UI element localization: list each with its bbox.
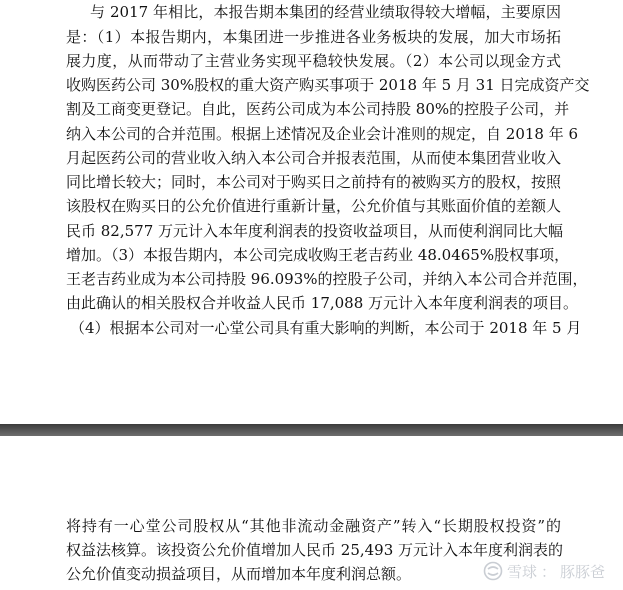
- paragraph-line-13: 由此确认的相关股权合并收益人民币 17,088 万元计入本年度利润表的项目。: [66, 294, 579, 312]
- paragraph-line-14: （4）根据本公司对一心堂公司具有重大影响的判断，本公司于 2018 年 5 月: [70, 319, 582, 337]
- paragraph-line-10: 民币 82,577 万元计入本年度利润表的投资收益项目，从而使利润同比大幅: [66, 222, 564, 240]
- paragraph-line-3: 展力度，从而带动了主营业务实现平稳较快发展。（2）本公司以现金方式: [66, 52, 561, 70]
- watermark-brand: 雪球: [506, 562, 537, 581]
- paragraph-line-1: 与 2017 年相比，本报告期本集团的经营业绩取得较大增幅，主要原因: [90, 3, 561, 21]
- watermark-separator: ：: [540, 562, 556, 581]
- paragraph-line-7: 月起医药公司的营业收入纳入本公司合并报表范围，从而使本集团营业收入: [66, 149, 562, 167]
- snowball-logo-icon: [483, 561, 503, 581]
- paragraph-line-15: 将持有一心堂公司股权从“其他非流动金融资产”转入“长期股权投资”的: [66, 517, 561, 535]
- paragraph-line-4: 收购医药公司 30%股权的重大资产购买事项于 2018 年 5 月 31 日完成资产交: [66, 76, 590, 94]
- paragraph-line-8: 同比增长较大；同时，本公司对于购买日之前持有的被购买方的股权，按照: [66, 173, 562, 191]
- paragraph-line-2: 是：（1）本报告期内，本集团进一步推进各业务板块的发展，加大市场拓: [66, 28, 561, 46]
- xueqiu-watermark: [483, 560, 605, 582]
- paragraph-line-6: 纳入本公司的合并范围。根据上述情况及企业会计准则的规定，自 2018 年 6: [66, 125, 579, 143]
- page-break-separator: [0, 424, 623, 436]
- paragraph-line-12: 王老吉药业成为本公司持股 96.093%的控股子公司，并纳入本公司合并范围，: [66, 270, 588, 288]
- paragraph-line-17: 公允价值变动损益项目，从而增加本年度利润总额。: [66, 565, 412, 583]
- paragraph-line-11: 增加。（3）本报告期内，本公司完成收购王老吉药业 48.0465%股权事项，: [66, 246, 570, 264]
- paragraph-line-9: 该股权在购买日的公允价值进行重新计量，公允价值与其账面价值的差额人: [66, 197, 562, 215]
- paragraph-line-5: 割及工商变更登记。自此，医药公司成为本公司持股 80%的控股子公司，并: [66, 100, 570, 118]
- watermark-author: 豚豚爸: [559, 562, 605, 581]
- paragraph-line-16: 权益法核算。该投资公允价值增加人民币 25,493 万元计入本年度利润表的: [66, 541, 564, 559]
